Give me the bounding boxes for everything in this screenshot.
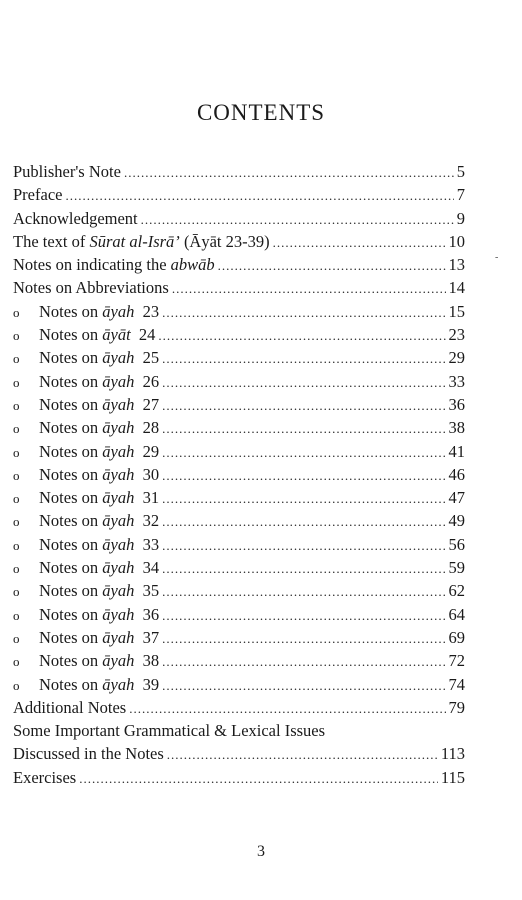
toc-entry[interactable]: [13, 300, 465, 323]
toc-entry[interactable]: [13, 323, 465, 346]
toc-entry[interactable]: [13, 533, 465, 556]
toc-entry[interactable]: [13, 346, 465, 369]
dot-leader: [167, 743, 438, 766]
dot-leader: [162, 650, 445, 673]
dot-leader: [141, 208, 454, 231]
dot-leader: [124, 161, 454, 184]
toc-entry-label: [39, 486, 159, 509]
toc-entry-italic: āyah: [102, 441, 135, 461]
ayah-number: 25: [142, 348, 160, 368]
toc-page-number: 10: [448, 231, 465, 251]
toc-entry-label: [39, 323, 155, 346]
toc-entry[interactable]: [13, 207, 465, 230]
toc-entry-italic: āyah: [102, 674, 135, 694]
bullet-icon: o: [13, 584, 20, 600]
toc-entry-text: Publisher's Note: [13, 162, 121, 181]
bullet-icon: o: [13, 677, 20, 693]
page-number: 3: [257, 843, 265, 860]
toc-entry-label: [13, 276, 169, 299]
dot-leader: [162, 557, 445, 580]
bullet-icon: o: [13, 537, 20, 553]
toc-entry-text: Additional Notes: [13, 697, 127, 717]
toc-entry-label: [39, 440, 159, 463]
toc-entry[interactable]: [13, 393, 465, 416]
ayah-number: 28: [142, 418, 160, 438]
dot-leader: [158, 324, 445, 347]
toc-entry-italic: āyah: [102, 627, 135, 647]
toc-page-number: 33: [448, 371, 465, 391]
dot-leader: [162, 604, 445, 627]
toc-page-number: 47: [448, 488, 465, 508]
toc-entry-italic: āyah: [102, 604, 135, 624]
toc-entry-label: [39, 416, 159, 439]
toc-page-number: 14: [448, 278, 465, 298]
dot-leader: [162, 371, 445, 394]
toc-entry[interactable]: [13, 579, 465, 602]
ayah-number: 34: [142, 558, 160, 578]
toc-entry-text: Notes on: [39, 488, 103, 508]
toc-page-number: 62: [448, 581, 465, 601]
bullet-icon: o: [13, 514, 20, 530]
bullet-icon: o: [13, 630, 20, 646]
ayah-number: 38: [142, 651, 160, 671]
toc-entry-text: Acknowledgement: [13, 208, 138, 228]
ayah-number: 26: [142, 371, 160, 391]
toc-entry[interactable]: [13, 230, 465, 253]
toc-entry-text: Notes on: [39, 604, 103, 624]
toc-page-number: 38: [448, 418, 465, 438]
toc-entry-italic: āyah: [102, 301, 135, 321]
toc-entry-italic: āyah: [102, 371, 135, 391]
toc-entry-italic: Sūrat al-Isrā’: [89, 231, 180, 251]
toc-page-number: 46: [448, 464, 465, 484]
dot-leader: [162, 510, 445, 533]
toc-entry-label: [39, 649, 159, 672]
toc-entry-label: [39, 370, 159, 393]
dot-leader: [162, 301, 445, 324]
toc-page-number: 74: [448, 674, 465, 694]
toc-entry-label: [39, 603, 159, 626]
toc-entry-italic: āyah: [102, 488, 135, 508]
bullet-icon: o: [13, 304, 20, 320]
toc-entry-label: [13, 230, 270, 253]
toc-entry-text: Notes on: [39, 464, 103, 484]
toc-entry-text: Notes on: [39, 581, 103, 601]
toc-entry-text: Notes on: [39, 651, 103, 671]
bullet-icon: o: [13, 444, 20, 460]
toc-page-number: 41: [448, 441, 465, 461]
ayah-number: 32: [142, 511, 160, 531]
toc-entry-text: Notes on: [39, 558, 103, 578]
dot-leader: [162, 487, 445, 510]
bullet-icon: o: [13, 491, 20, 507]
dot-leader: [79, 767, 438, 790]
toc-page-number: 64: [448, 604, 465, 624]
toc-entry-text: Notes on: [39, 348, 103, 368]
toc-page-number: 9: [456, 208, 465, 228]
ayah-number: 30: [142, 464, 160, 484]
toc-entry[interactable]: [13, 183, 465, 206]
toc-entry-label: [39, 556, 159, 579]
toc-entry[interactable]: [13, 696, 465, 719]
toc-entry-italic: āyah: [102, 418, 135, 438]
toc-entry-italic: āyah: [102, 348, 135, 368]
stray-mark: -: [495, 252, 499, 263]
toc-entry-label: [13, 696, 126, 719]
toc-entry[interactable]: [13, 649, 465, 672]
bullet-icon: o: [13, 467, 20, 483]
ayah-number: 39: [142, 674, 160, 694]
dot-leader: [162, 674, 445, 697]
dot-leader: [162, 441, 445, 464]
toc-entry-label: [39, 393, 159, 416]
toc-page-number: 29: [448, 348, 465, 368]
toc-entry-text: Notes on: [39, 301, 103, 321]
toc-page-number: 56: [448, 534, 465, 554]
dot-leader: [162, 534, 445, 557]
bullet-icon: o: [13, 374, 20, 390]
toc-entry-label: Exercises: [13, 767, 77, 787]
toc-page-number: 15: [448, 301, 465, 321]
dot-leader: [162, 417, 445, 440]
dot-leader: [162, 464, 445, 487]
toc-entry-label: [13, 253, 215, 276]
toc-entry-label: [39, 346, 159, 369]
ayah-number: 27: [142, 394, 160, 414]
toc-entry-italic: āyah: [102, 558, 135, 578]
toc-entry-label: Discussed in the Notes: [13, 744, 164, 764]
dot-leader: [162, 627, 445, 650]
toc-entry-italic: āyah: [102, 394, 135, 414]
toc-page-number: 5: [456, 162, 465, 181]
toc-entry[interactable]: [13, 463, 465, 486]
toc-entry-label: [13, 183, 62, 206]
toc-entry-label: [39, 509, 159, 532]
toc-entry-italic: āyah: [102, 534, 135, 554]
dot-leader: [162, 580, 445, 603]
bullet-icon: o: [13, 397, 20, 413]
toc-entry-text: Notes on: [39, 418, 103, 438]
toc-page-number: 113: [440, 744, 465, 764]
dot-leader: [162, 394, 445, 417]
bullet-icon: o: [13, 561, 20, 577]
toc-page-number: 7: [456, 185, 465, 205]
toc-entry-text: Notes on: [39, 534, 103, 554]
toc-entry-exercises[interactable]: [13, 766, 465, 789]
toc-entry-grammar-line2[interactable]: [13, 742, 465, 765]
toc-entry[interactable]: [13, 160, 465, 183]
toc-entry[interactable]: [13, 440, 465, 463]
toc-entry-text: Notes on: [39, 627, 103, 647]
toc-entry-text: Notes on: [39, 511, 103, 531]
toc-entry-label: [39, 533, 159, 556]
toc-entry-text: Notes on: [39, 441, 103, 461]
toc-entry[interactable]: [13, 556, 465, 579]
bullet-icon: o: [13, 328, 20, 344]
toc-entry[interactable]: [13, 509, 465, 532]
toc-page-number: 36: [448, 394, 465, 414]
toc-page-number: 79: [448, 697, 465, 717]
toc-entry-italic: āyah: [102, 651, 135, 671]
ayah-number: 23: [142, 301, 160, 321]
toc-page-number: 23: [448, 325, 465, 345]
toc-entry-italic: abwāb: [170, 255, 215, 275]
toc-entry[interactable]: [13, 673, 465, 696]
toc-entry-italic: āyah: [102, 464, 135, 484]
toc-entry-text: Notes on: [39, 394, 103, 414]
page-title: CONTENTS: [196, 100, 326, 125]
toc-entry-label: [39, 673, 159, 696]
dot-leader: [218, 254, 446, 277]
toc-entry-text: Notes on indicating the: [13, 255, 171, 275]
toc-entry-text: Notes on Abbreviations: [13, 278, 169, 298]
toc-entry-italic: āyah: [102, 511, 135, 531]
toc-entry-italic: āyāt: [102, 325, 131, 345]
toc-entry-italic: āyah: [102, 581, 135, 601]
toc-entry-text: Preface: [13, 185, 63, 205]
ayah-number: 29: [142, 441, 160, 461]
ayah-number: 24: [138, 325, 156, 345]
toc-page-number: 115: [440, 767, 465, 787]
table-of-contents: [13, 160, 465, 789]
toc-page-number: 72: [448, 651, 465, 671]
dot-leader: [162, 347, 445, 370]
toc-entry-suffix: (Āyāt 23-39): [179, 231, 270, 251]
toc-entry[interactable]: [13, 486, 465, 509]
toc-page-number: 59: [448, 558, 465, 578]
toc-entry-grammar-line1[interactable]: [13, 719, 465, 742]
toc-entry[interactable]: [13, 276, 465, 299]
toc-entry[interactable]: [13, 253, 465, 276]
toc-entry-label: [39, 300, 159, 323]
toc-entry-label: [13, 207, 138, 230]
bullet-icon: o: [13, 421, 20, 437]
toc-entry-label: Some Important Grammatical & Lexical Issues: [13, 721, 326, 741]
dot-leader: [273, 231, 446, 254]
ayah-number: 35: [142, 581, 160, 601]
bullet-icon: o: [13, 654, 20, 670]
toc-entry[interactable]: [13, 626, 465, 649]
toc-entry-label: [39, 579, 159, 602]
ayah-number: 37: [142, 627, 160, 647]
toc-entry-text: Notes on: [39, 371, 103, 391]
bullet-icon: o: [13, 351, 20, 367]
toc-entry-text: Notes on: [39, 674, 103, 694]
toc-entry-label: [39, 626, 159, 649]
bullet-icon: o: [13, 607, 20, 623]
toc-entry[interactable]: [13, 416, 465, 439]
toc-entry-text: The text of: [13, 231, 90, 251]
toc-entry[interactable]: [13, 603, 465, 626]
ayah-number: 31: [142, 488, 160, 508]
toc-page-number: 69: [448, 627, 465, 647]
ayah-number: 36: [142, 604, 160, 624]
dot-leader: [65, 184, 453, 207]
dot-leader: [172, 277, 446, 300]
toc-entry-label: [13, 160, 121, 183]
toc-entry-label: [39, 463, 159, 486]
ayah-number: 33: [142, 534, 160, 554]
toc-page-number: 13: [448, 255, 465, 275]
toc-entry-text: Notes on: [39, 325, 103, 345]
dot-leader: [129, 697, 445, 720]
toc-entry[interactable]: [13, 370, 465, 393]
toc-page-number: 49: [448, 511, 465, 531]
